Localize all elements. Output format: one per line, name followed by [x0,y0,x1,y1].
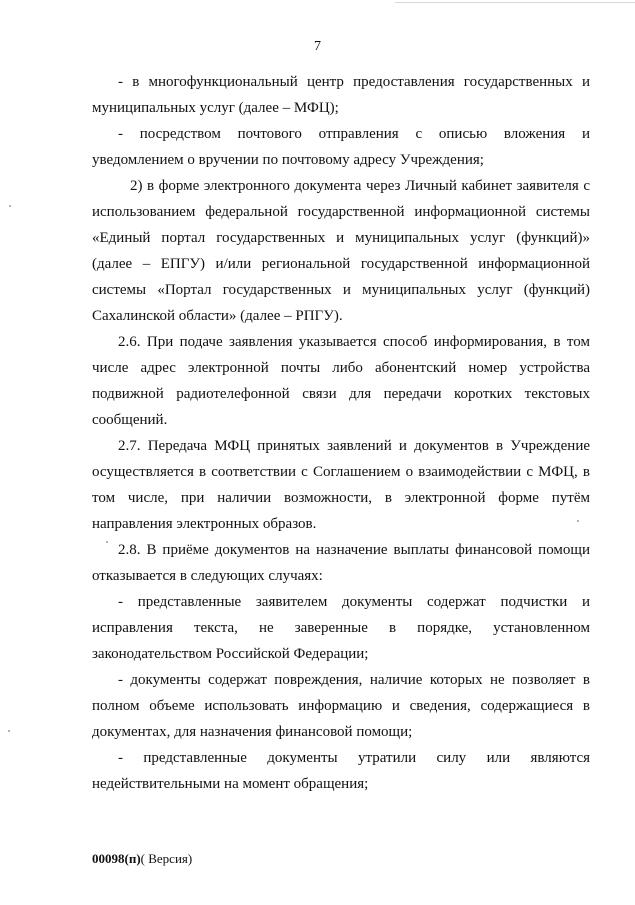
paragraph-mfc: - в многофункциональный центр предоставления государственных и муниципальных услуг (далее – МФЦ); [92,74,590,116]
document-body [92,69,590,797]
document-version: ( Версия) [140,851,193,866]
scan-speck [8,730,10,732]
paragraph-damage: - документы содержат повреждения, наличие которых не позволяет в полном объеме использовать информацию и сведения, содержащиеся в документах, для назначения финансовой помощи; [92,672,590,740]
paragraph-postal: - посредством почтового отправления с описью вложения и уведомлением о вручении по почтовому адресу Учреждения; [92,126,590,168]
paragraph-electronic-form: 2) в форме электронного документа через Личный кабинет заявителя с использованием федеральной государственной информационной системы «Единый портал государственных и муниципальных услуг (функций)» (далее – ЕПГУ) и/или региональной государственной информационной системы «Портал государственных и муниципальных услуг (функций) Сахалинской области» (далее – РПГУ). [92,178,590,324]
scan-speck [577,520,579,522]
paragraph-2-6: 2.6. При подаче заявления указывается способ информирования, в том числе адрес электронной почты либо абонентский номер устройства подвижной радиотелефонной связи для передачи коротких текстовых сообщений. [92,334,590,428]
page-footer [92,851,192,867]
paragraph-2-7: 2.7. Передача МФЦ принятых заявлений и документов в Учреждение осуществляется в соответствии с Соглашением о взаимодействии с МФЦ, в том числе, при наличии возможности, в электронной форме путём направления электронных образов. [92,438,590,532]
document-code: 00098(п) [92,851,141,866]
scan-speck [9,205,11,207]
scan-speck [106,541,108,543]
page-number: 7 [314,39,321,54]
paragraph-invalid: - представленные документы утратили силу или являются недействительными на момент обращения; [92,750,590,792]
paragraph-erasures: - представленные заявителем документы содержат подчистки и исправления текста, не заверенные в порядке, установленном законодательством Российской Федерации; [92,594,590,662]
paragraph-2-8: 2.8. В приёме документов на назначение выплаты финансовой помощи отказывается в следующих случаях: [92,542,590,584]
top-edge-rule [395,2,635,3]
